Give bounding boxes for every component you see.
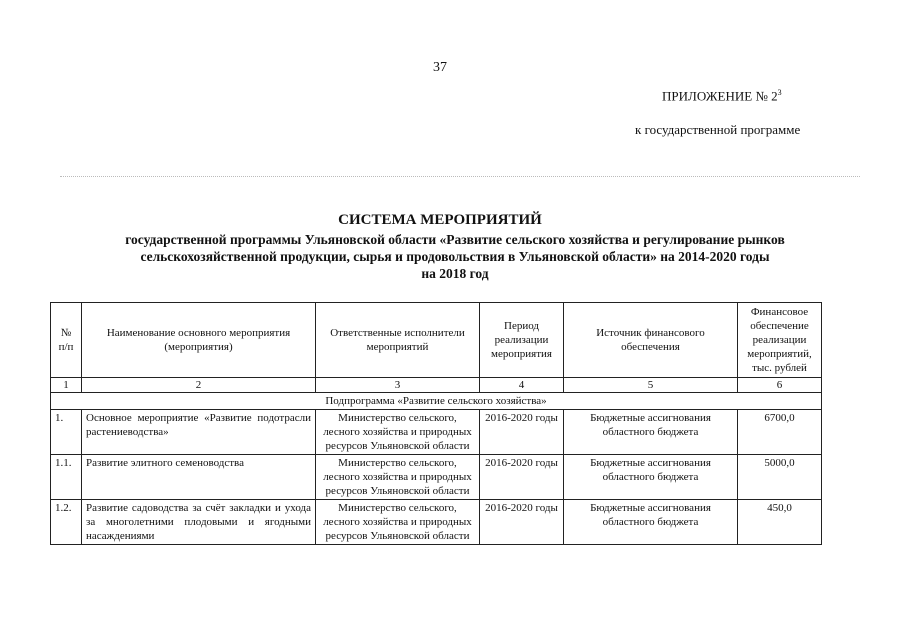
header-num: № п/п — [51, 303, 82, 378]
page-number: 37 — [433, 60, 447, 75]
row-name: Развитие элитного семеноводства — [82, 455, 316, 500]
column-number: 4 — [480, 378, 564, 393]
header-period: Период реализации мероприятия — [480, 303, 564, 378]
divider — [60, 176, 860, 177]
column-number-row — [51, 378, 822, 393]
subtitle-line: на 2018 год — [421, 266, 489, 281]
row-source: Бюджетные ассигнования областного бюджета — [564, 500, 738, 545]
row-amount: 450,0 — [738, 500, 822, 545]
appendix-text: ПРИЛОЖЕНИЕ № 2 — [662, 88, 778, 104]
column-number: 6 — [738, 378, 822, 393]
row-num: 1.2. — [51, 500, 82, 545]
row-period: 2016-2020 годы — [480, 500, 564, 545]
document-title: СИСТЕМА МЕРОПРИЯТИЙ — [338, 212, 542, 228]
appendix-subtitle: к государственной программе — [635, 122, 801, 137]
appendix-label — [662, 88, 782, 104]
header-executor: Ответственные исполнители мероприятий — [316, 303, 480, 378]
row-amount: 5000,0 — [738, 455, 822, 500]
row-num: 1. — [51, 410, 82, 455]
row-period: 2016-2020 годы — [480, 410, 564, 455]
header-row — [51, 303, 822, 378]
row-amount: 6700,0 — [738, 410, 822, 455]
subprogram-title: Подпрограмма «Развитие сельского хозяйства» — [51, 393, 822, 410]
table-row — [51, 455, 822, 500]
measures-table — [50, 302, 822, 545]
row-source: Бюджетные ассигнования областного бюджета — [564, 410, 738, 455]
row-executor: Министерство сельского, лесного хозяйства и природных ресурсов Ульяновской области — [316, 410, 480, 455]
table-row — [51, 410, 822, 455]
row-name: Основное мероприятие «Развитие подотрасли растениеводства» — [82, 410, 316, 455]
appendix-superscript: 3 — [777, 88, 782, 97]
subprogram-row — [51, 393, 822, 410]
subtitle-line: государственной программы Ульяновской области «Развитие сельского хозяйства и регулирование рынков — [125, 232, 785, 247]
column-number: 2 — [82, 378, 316, 393]
row-period: 2016-2020 годы — [480, 455, 564, 500]
column-number: 5 — [564, 378, 738, 393]
row-num: 1.1. — [51, 455, 82, 500]
subtitle-line: сельскохозяйственной продукции, сырья и продовольствия в Ульяновской области» на 2014-2020 годы — [140, 249, 770, 264]
row-executor: Министерство сельского, лесного хозяйства и природных ресурсов Ульяновской области — [316, 500, 480, 545]
row-name: Развитие садоводства за счёт закладки и ухода за многолетними плодовыми и ягодными насаждениями — [82, 500, 316, 545]
column-number: 3 — [316, 378, 480, 393]
row-executor: Министерство сельского, лесного хозяйства и природных ресурсов Ульяновской области — [316, 455, 480, 500]
header-name: Наименование основного мероприятия (мероприятия) — [82, 303, 316, 378]
column-number: 1 — [51, 378, 82, 393]
header-amount: Финансовое обеспечение реализации мероприятий, тыс. рублей — [738, 303, 822, 378]
header-source: Источник финансового обеспечения — [564, 303, 738, 378]
table-row — [51, 500, 822, 545]
document-subtitle — [40, 231, 870, 282]
row-source: Бюджетные ассигнования областного бюджета — [564, 455, 738, 500]
